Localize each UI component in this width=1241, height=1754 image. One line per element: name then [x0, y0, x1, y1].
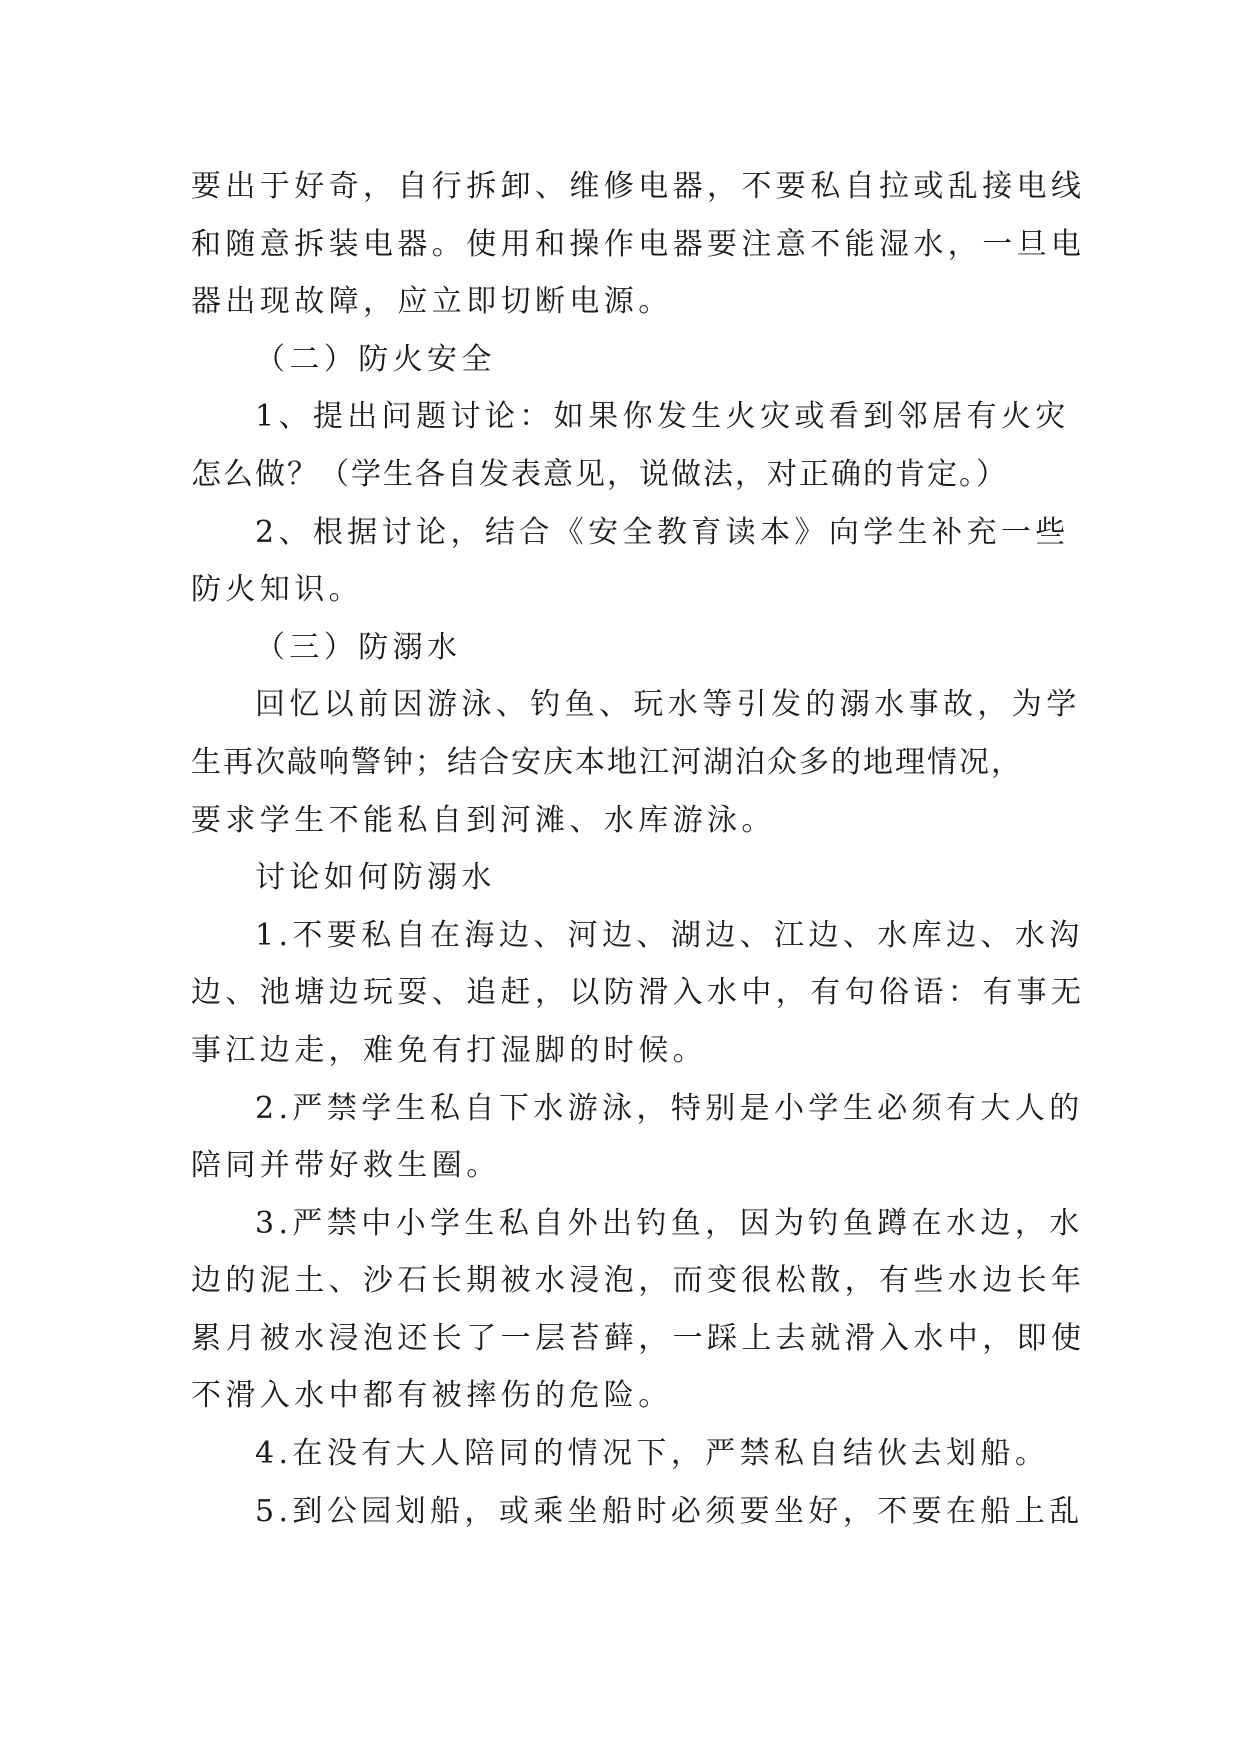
section-heading-fire-safety: （二）防火安全 [255, 341, 496, 377]
text-line: 1.不要私自在海边、河边、湖边、江边、水库边、水沟 [255, 917, 1084, 953]
text-line: 怎么做？（学生各自发表意见，说做法，对正确的肯定。） [191, 456, 1008, 492]
text-line: 生再次敲响警钟；结合安庆本地江河湖泊众多的地理情况， [191, 744, 1023, 780]
section-heading-drowning-prevention: （三）防溺水 [255, 629, 462, 665]
text-line: 边、池塘边玩耍、追赶，以防滑入水中，有句俗语：有事无 [191, 975, 1086, 1011]
text-line: 2.严禁学生私自下水游泳，特别是小学生必须有大人的 [255, 1090, 1084, 1126]
subheading-discussion: 讨论如何防溺水 [255, 860, 496, 896]
text-line: 累月被水浸泡还长了一层苔藓，一踩上去就滑入水中，即使 [191, 1320, 1086, 1356]
text-line: 陪同并带好救生圈。 [191, 1148, 501, 1184]
text-line: 防火知识。 [191, 572, 363, 608]
text-line: 5.到公园划船，或乘坐船时必须要坐好，不要在船上乱 [255, 1493, 1084, 1529]
text-line: 3.严禁中小学生私自外出钓鱼，因为钓鱼蹲在水边，水 [255, 1205, 1084, 1241]
text-line: 器出现故障，应立即切断电源。 [191, 284, 673, 320]
text-line: 要出于好奇，自行拆卸、维修电器，不要私自拉或乱接电线 [191, 169, 1086, 204]
text-line: 回忆以前因游泳、钓鱼、玩水等引发的溺水事故，为学 [255, 687, 1081, 723]
text-line: 和随意拆装电器。使用和操作电器要注意不能湿水，一旦电 [191, 226, 1086, 262]
text-line: 要求学生不能私自到河滩、水库游泳。 [191, 802, 776, 838]
text-line: 边的泥土、沙石长期被水浸泡，而变很松散，有些水边长年 [191, 1263, 1086, 1299]
text-line: 事江边走，难免有打湿脚的时候。 [191, 1032, 707, 1068]
text-line: 2、根据讨论，结合《安全教育读本》向学生补充一些 [255, 514, 1070, 550]
document-body [191, 158, 1086, 1540]
text-line: 不滑入水中都有被摔伤的危险。 [191, 1378, 673, 1414]
text-line: 4.在没有大人陪同的情况下，严禁私自结伙去划船。 [255, 1436, 1050, 1472]
text-line: 1、提出问题讨论：如果你发生火灾或看到邻居有火灾 [255, 399, 1070, 435]
